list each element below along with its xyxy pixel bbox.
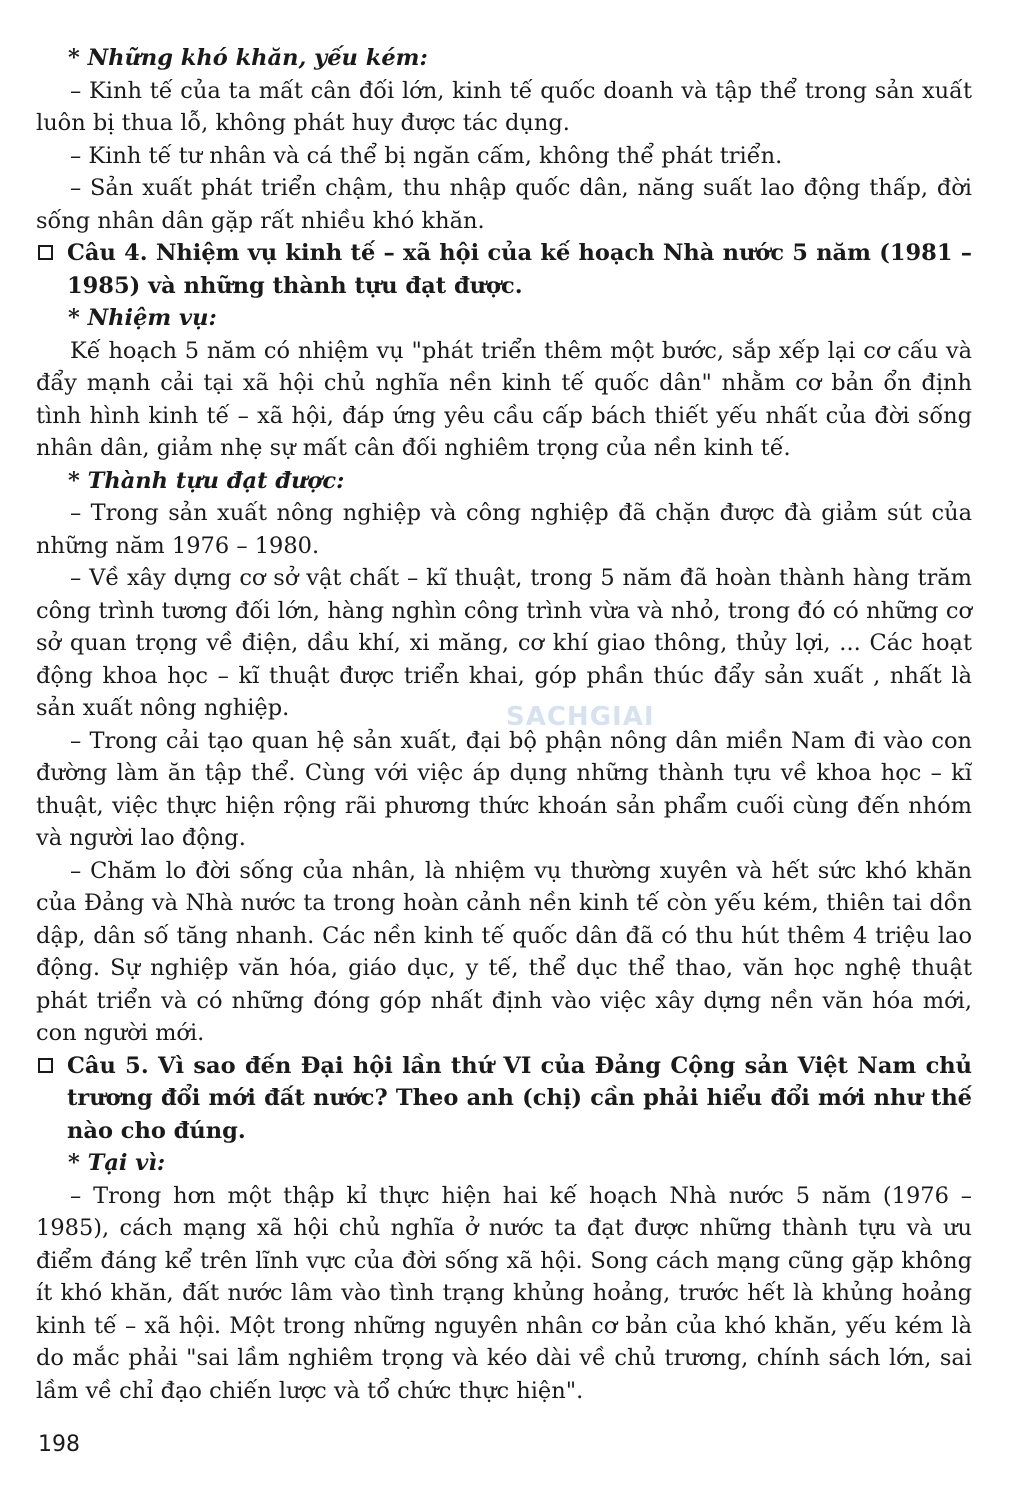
paragraph-relations-reform: – Trong cải tạo quan hệ sản xuất, đại bộ phận nông dân miền Nam đi vào con đường làm ăn tập thể. Cùng với việc áp dụng những thành tựu về khoa học – kĩ thuật, việc thực hiện rộng rãi phương thức khoán sản phẩm cuối cùng đến nhóm và người lao động. [36,727,972,851]
section-heading-achievements: * Thành tựu đạt được: [68,467,345,494]
paragraph-production: – Trong sản xuất nông nghiệp và công nghiệp đã chặn được đà giảm sút của những năm 1976 – 1980. [36,500,972,559]
question-5-heading [36,1050,972,1148]
question-4-heading [36,237,972,302]
paragraph-imbalance: – Kinh tế của ta mất cân đối lớn, kinh tế quốc doanh và tập thể trong sản xuất luôn bị thua lỗ, không phát huy được tác dụng. [36,77,972,136]
section-heading-reasons: * Tại vì: [68,1150,166,1176]
paragraph-five-year-plan: Kế hoạch 5 năm có nhiệm vụ "phát triển thêm một bước, sắp xếp lại cơ cấu và đẩy mạnh cải tại xã hội chủ nghĩa nền kinh tế quốc dân" nhằm cơ bản ổn định tình hình kinh tế – xã hội, đáp ứng yêu cầu cấp bách thiết yếu nhất của đời sống nhân dân, giảm nhẹ sự mất cân đối nghiêm trọng của nền kinh tế. [36,337,972,461]
paragraph-infrastructure: – Về xây dựng cơ sở vật chất – kĩ thuật, trong 5 năm đã hoàn thành hàng trăm công trình tương đối lớn, hàng nghìn công trình vừa và nhỏ, trong đó có những cơ sở quan trọng về điện, dầu khí, xi măng, cơ khí giao thông, thủy lợi, ... Các hoạt động khoa học – kĩ thuật được triển khai, góp phần thúc đẩy sản xuất , nhất là sản xuất nông nghiệp. [36,565,972,721]
question-4-text: Câu 4. Nhiệm vụ kinh tế – xã hội của kế hoạch Nhà nước 5 năm (1981 – 1985) và những thành tựu đạt được. [67,240,972,299]
page-body [36,42,972,1407]
section-heading-difficulties: * Những khó khăn, yếu kém: [68,45,428,71]
checkbox-square-icon [38,245,53,260]
paragraph-slow-growth: – Sản xuất phát triển chậm, thu nhập quốc dân, năng suất lao động thấp, đời sống nhân dân gặp rất nhiều khó khăn. [36,175,972,234]
question-5-text: Câu 5. Vì sao đến Đại hội lần thứ VI của Đảng Cộng sản Việt Nam chủ trương đổi mới đất nước? Theo anh (chị) cần phải hiểu đổi mới như thế nào cho đúng. [67,1052,972,1144]
paragraph-decade-review: – Trong hơn một thập kỉ thực hiện hai kế hoạch Nhà nước 5 năm (1976 – 1985), cách mạng xã hội chủ nghĩa ở nước ta đạt được những thành tựu và ưu điểm đáng kể trên lĩnh vực của đời sống xã hội. Song cách mạng cũng gặp không ít khó khăn, đất nước lâm vào tình trạng khủng hoảng, trước hết là khủng hoảng kinh tế – xã hội. Một trong những nguyên nhân cơ bản của khó khăn, yếu kém là do mắc phải "sai lầm nghiêm trọng và kéo dài về chủ trương, chính sách lớn, sai lầm về chỉ đạo chiến lược và tổ chức thực hiện". [36,1182,972,1404]
watermark-logo: SACHGIAI [506,702,655,732]
paragraph-private-economy: – Kinh tế tư nhân và cá thể bị ngăn cấm, không thể phát triển. [70,142,783,169]
page-number: 198 [38,1432,80,1457]
checkbox-square-icon [38,1058,53,1073]
section-heading-tasks: * Nhiệm vụ: [68,305,217,331]
paragraph-living-standards: – Chăm lo đời sống của nhân, là nhiệm vụ thường xuyên và hết sức khó khăn của Đảng và Nhà nước ta trong hoàn cảnh nền kinh tế còn yếu kém, thiên tai dồn dập, dân số tăng nhanh. Các nền kinh tế quốc dân đã có thu hút thêm 4 triệu lao động. Sự nghiệp văn hóa, giáo dục, y tế, thể dục thể thao, văn học nghệ thuật phát triển và có những đóng góp nhất định vào việc xây dựng nền văn hóa mới, con người mới. [36,857,972,1046]
